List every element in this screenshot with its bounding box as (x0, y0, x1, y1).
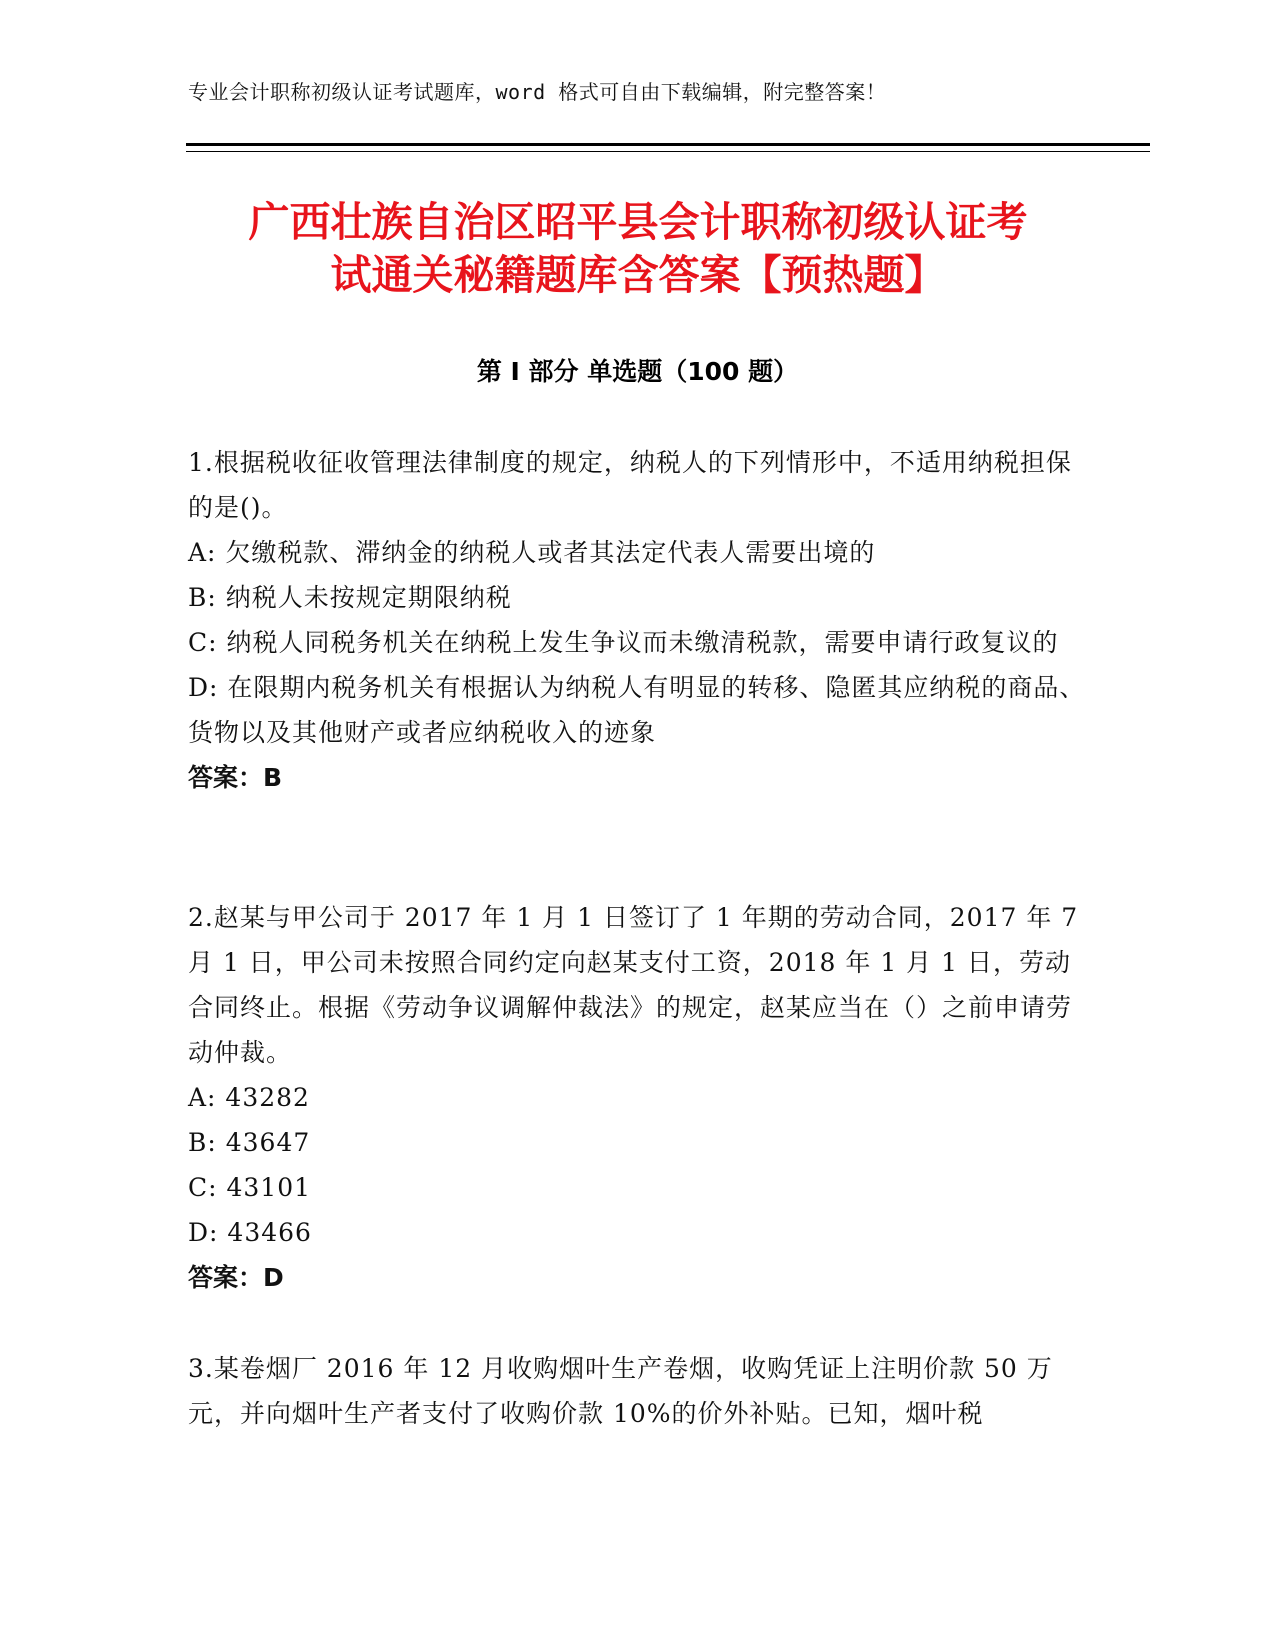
question-stem: 1.根据税收征收管理法律制度的规定，纳税人的下列情形中，不适用纳税担保的是()。 (188, 448, 1072, 522)
question-stem: 2.赵某与甲公司于 2017 年 1 月 1 日签订了 1 年期的劳动合同，2017 年 7 月 1 日，甲公司未按照合同约定向赵某支付工资，2018 年 1 月 1 日，劳动合同终止。根据《劳动争议调解仲裁法》的规定，赵某应当在（）之前申请劳动仲裁。 (188, 903, 1079, 1067)
option-b: B: 纳税人未按规定期限纳税 (188, 583, 512, 612)
option-b: B: 43647 (188, 1128, 311, 1157)
option-a: A: 43282 (188, 1083, 310, 1112)
option-c: C: 纳税人同税务机关在纳税上发生争议而未缴清税款，需要申请行政复议的 (188, 628, 1059, 657)
question-1 (188, 440, 1088, 800)
document-title (150, 196, 1126, 302)
option-d: D: 43466 (188, 1218, 312, 1247)
header-rule-thin (186, 151, 1150, 152)
header-note: 专业会计职称初级认证考试题库，word 格式可自由下载编辑，附完整答案！ (188, 80, 887, 104)
option-d: D: 在限期内税务机关有根据认为纳税人有明显的转移、隐匿其应纳税的商品、货物以及其他财产或者应纳税收入的迹象 (188, 673, 1086, 747)
title-line-1: 广西壮族自治区昭平县会计职称初级认证考 (248, 198, 1028, 246)
option-a: A: 欠缴税款、滞纳金的纳税人或者其法定代表人需要出境的 (188, 538, 876, 567)
question-3 (188, 1346, 1088, 1436)
question-2 (188, 895, 1088, 1300)
answer: 答案：B (188, 763, 283, 792)
question-stem: 3.某卷烟厂 2016 年 12 月收购烟叶生产卷烟，收购凭证上注明价款 50 万元，并向烟叶生产者支付了收购价款 10%的价外补贴。已知，烟叶税 (188, 1354, 1053, 1428)
option-c: C: 43101 (188, 1173, 312, 1202)
answer: 答案：D (188, 1263, 284, 1292)
section-title: 第 I 部分 单选题（100 题） (476, 357, 799, 386)
header-rule-thick (186, 143, 1150, 146)
title-line-2: 试通关秘籍题库含答案【预热题】 (330, 251, 946, 299)
